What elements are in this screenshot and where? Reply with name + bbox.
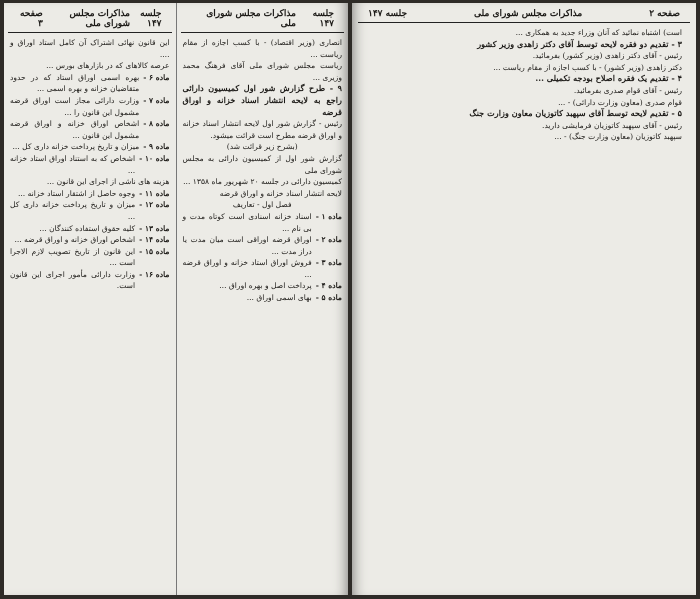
article-text: بهای اسمی اوراق ... [246,293,312,303]
article-text: اوراق قرضه اوراقی است میان مدت یا دراز مدت ... [182,235,312,256]
article-text: وزارت دارائی مأمور اجرای این قانون است. [10,269,136,291]
article-line [183,280,343,292]
article-line [10,118,170,141]
paragraph: رئیس - گزارش شور اول لایحه انتشار اسناد خزانه و اوراق قرضه مطرح است قرائت میشود. [182,119,342,140]
article-text: اشخاص اوراق خزانه و اوراق قرضه ... [14,235,136,245]
article-line [10,199,170,222]
page-left [4,3,348,595]
article-text: اشخاص اوراق خزانه و اوراق قرضه مشمول این قانون ... [10,119,140,140]
header-session: جلسه ۱۴۷ [140,9,162,29]
paragraph: رئیس - آقای سپهبد کاتوزیان فرمایشی دارید. [542,120,682,130]
article-text: اشخاص که به استناد اوراق استاد خزانه ... [10,153,136,175]
article-number: ماده ۱۰ - [139,153,170,163]
column-body [177,33,349,308]
header-title: مذاکرات مجلس شورای ملی [474,9,583,19]
paragraph: قوام صدری (معاون وزارت دارائی) - ... [558,97,682,107]
article-line [183,257,343,280]
article-line [183,292,343,304]
article-number: ماده ۵ - [315,293,342,303]
article-number: ماده ۶ - [143,72,170,82]
paragraph: گزارش شور اول از کمیسیون دارائی به مجلس شورای ملی [182,153,342,175]
paragraph: است) اشتباه نمائید که آنان وزراء جدید به همکاری ... [515,28,682,37]
article-number: ماده ۸ - [143,119,170,129]
article-number: ماده ۷ - [143,95,170,105]
centered-note: (بشرح زیر قرائت شد) [226,142,298,152]
header-title: مذاکرات مجلس شورای ملی [69,9,131,29]
page-right [352,3,696,595]
column-left [4,3,176,595]
article-line [10,153,170,176]
section-heading: ۴ - تقدیم یک فقره اصلاح بودجه تکمیلی ... [535,73,682,84]
article-text: پرداخت اصل و بهره اوراق ... [219,281,312,291]
paragraph: رئیس - آقای قوام صدری بفرمائید. [573,85,682,95]
header-page-label: صفحه ۳ [19,9,43,29]
paragraph: این قانون نهائی اشتراک آن کامل استاد اوراق و .... [10,38,170,59]
paragraph: سپهبد کاتوزیان (معاون وزارت جنگ) - ... [554,132,682,142]
article-line [10,269,170,292]
column-middle [176,3,349,595]
article-line [183,211,343,234]
article-text: میزان و تاریخ پرداخت خزانه داری کل ... [10,200,136,221]
paragraph: ریاست مجلس شورای ملی آقای فرهنگ محمد وزیری ... [182,61,342,82]
paragraph: رئیس - آقای دکتر زاهدی (وزیر کشور) بفرمائید. [532,51,682,61]
article-line [10,223,170,235]
paragraph: عرصه کالاهای که در بازارهای بورس ... [46,61,170,71]
article-text: بهره اسمی اوراق استاد که در حدود متقاضیان خزانه و بهره اسمی ... [10,72,140,94]
article-number: ماده ۱۱ - [139,188,170,198]
article-number: ماده ۱۳ - [139,223,170,233]
article-text: این قانون از تاریخ تصویب لازم الاجرا است ... [10,246,136,268]
article-number: ماده ۱ - [315,211,342,221]
section-heading: ۵ - تقدیم لایحه توسط آقای سپهبد کاتوزیان معاون وزارت جنگ [469,108,682,119]
header-session: جلسه ۱۴۷ [312,9,334,29]
article-line [10,72,170,95]
article-line [10,246,170,269]
article-line [10,188,170,200]
article-number: ماده ۲ - [315,235,342,245]
article-number: ماده ۱۶ - [139,269,170,279]
article-text: اسناد خزانه اسنادی است کوتاه مدت و بی نام ... [182,211,312,233]
header-page-label: صفحه ۲ [649,9,680,19]
article-line [10,234,170,246]
article-number: ماده ۱۲ - [139,200,170,210]
article-line [10,141,170,153]
article-text: فروش اوراق استاد خزانه و اوراق قرضه ... [182,258,312,279]
header-title: مذاکرات مجلس شورای ملی [206,9,296,29]
article-number: ماده ۱۵ - [139,246,170,256]
article-number: ماده ۴ - [315,281,342,291]
column-body [4,33,176,296]
paragraph: دکتر زاهدی (وزیر کشور) - با کسب اجازه از مقام ریاست ... [493,62,682,72]
paragraph: کمیسیون دارائی در جلسه ۲۰ شهریور ماه ۱۳۵۸ ... [183,177,342,187]
paragraph: هزینه های ناشی از اجرای این قانون ... [46,177,170,187]
header-session: جلسه ۱۴۷ [368,9,408,19]
paragraph: لایحه انتشار اسناد خزانه و اوراق قرضه [219,188,342,198]
document-spread [4,3,696,595]
centered-note: فصل اول - تعاریف [232,200,292,210]
article-text: وجوه حاصل از اشتقار استاد خزانه ... [17,188,136,198]
page-header [181,3,345,33]
section-heading: ۹ - طرح گزارش شور اول کمیسیون دارائی راجع به لایحه انتشار اسناد خزانه و اوراق قرضه [182,83,342,117]
page-header [8,3,172,33]
page-header [358,3,690,23]
section-heading: ۳ - تقدیم دو فقره لایحه توسط آقای دکتر زاهدی وزیر کشور [477,38,682,49]
article-number: ماده ۱۴ - [139,235,170,245]
paragraph: انصاری (وزیر اقتصاد) - با کسب اجازه از مقام ریاست ... [182,38,342,59]
article-text: وزارت دارائی مجاز است اوراق قرضه مشمول این قانون را ... [10,95,140,117]
article-text: میزان و تاریخ پرداخت خزانه داری کل ... [12,142,140,152]
column-body [352,23,696,143]
article-number: ماده ۹ - [143,142,170,152]
article-line [10,95,170,118]
article-text: کلیه حقوق استفاده کنندگان ... [39,223,136,233]
article-line [183,234,343,257]
article-number: ماده ۳ - [315,258,342,268]
